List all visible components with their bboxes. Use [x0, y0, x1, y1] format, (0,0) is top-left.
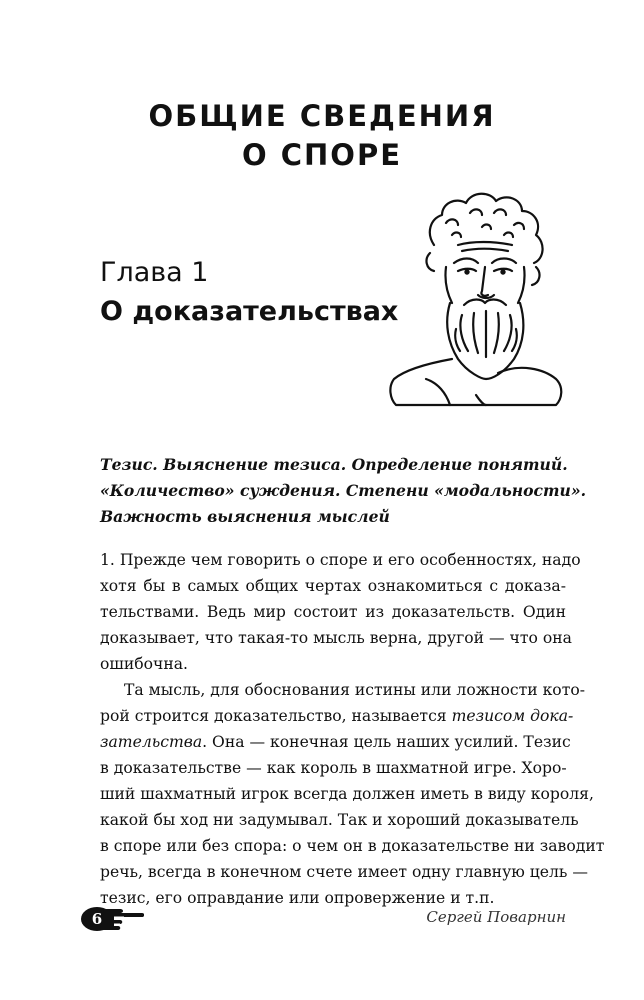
running-footer-author: Сергей Поварнин — [426, 908, 566, 926]
paragraph-1 — [100, 547, 581, 677]
text-line: Та мысль, для обоснования истины или ложности кото- — [124, 681, 585, 699]
text-line: тельствами. Ведь мир состоит из доказательств. Один — [100, 603, 566, 621]
section-title-line-1: ОБЩИЕ СВЕДЕНИЯ — [148, 99, 496, 133]
body-text — [100, 547, 605, 911]
page-number: 6 — [91, 910, 103, 928]
synopsis-line: Тезис. Выяснение тезиса. Определение понятий. — [100, 455, 568, 474]
section-title-line-2: О СПОРЕ — [241, 138, 403, 172]
text-line: тезис, его оправдание или опровержение и т.п. — [100, 889, 495, 907]
term-emphasis: зательства — [100, 733, 203, 751]
text-segment: . Она — конечная цель наших усилий. Тезис — [202, 733, 571, 751]
philosopher-bust-icon — [386, 183, 564, 418]
text-line: в доказательстве — как король в шахматной игре. Хоро- — [100, 759, 567, 777]
text-line: 1. Прежде чем говорить о споре и его особенностях, надо — [100, 551, 581, 569]
text-line: речь, всегда в конечном счете имеет одну главную цель — — [100, 863, 588, 881]
text-segment: рой строится доказательство, называется — [100, 707, 452, 725]
synopsis-line: «Количество» суждения. Степени «модальности». — [100, 481, 587, 500]
text-line: доказывает, что такая-то мысль верна, другой — что она — [100, 629, 572, 647]
text-line: ший шахматный игрок всегда должен иметь в виду короля, — [100, 785, 594, 803]
synopsis-line: Важность выяснения мыслей — [100, 507, 390, 526]
paragraph-2 — [100, 677, 605, 911]
text-line — [100, 703, 574, 729]
chapter-title: О доказательствах — [100, 296, 399, 327]
term-emphasis: тезисом дока- — [451, 707, 574, 725]
text-line: в споре или без спора: о чем он в доказательстве ни заводит — [100, 837, 605, 855]
text-line: какой бы ход ни задумывал. Так и хороший доказыватель — [100, 811, 579, 829]
chapter-synopsis — [100, 452, 587, 530]
text-line: хотя бы в самых общих чертах ознакомиться с доказа- — [100, 577, 566, 595]
text-line: ошибочна. — [100, 655, 189, 673]
chapter-label: Глава 1 — [100, 257, 209, 288]
text-line — [100, 729, 571, 755]
